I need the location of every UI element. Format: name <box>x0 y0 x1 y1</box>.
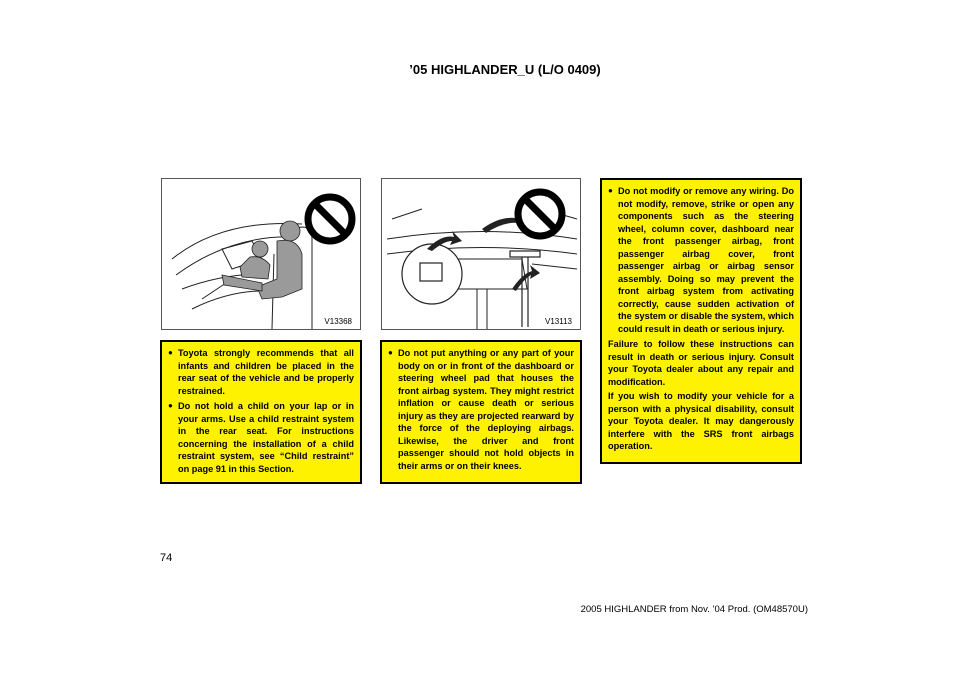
figure-dashboard <box>381 178 581 330</box>
warning-box-modification <box>600 178 802 464</box>
bullet-item <box>168 400 354 475</box>
page-header: ’05 HIGHLANDER_U (L/O 0409) <box>409 62 601 77</box>
bullet-text: Toyota strongly recommends that all infants and children be placed in the rear seat of the vehicle and be properly restrained. <box>178 348 354 396</box>
bullet-item <box>388 347 574 472</box>
warning-paragraph: If you wish to modify your vehicle for a person with a physical disability, consult your Toyota dealer. It may dangerously interfere with the SRS front airbags operation. <box>608 391 794 451</box>
bullet-text: Do not put anything or any part of your body on or in front of the dashboard or steering wheel pad that houses the front airbag system. They might restrict inflation or cause death or serious injury as they are projected rearward by the force of the deploying airbags. Likewise, the driver and front passenger should not hold objects in their arms or on their knees. <box>398 348 574 471</box>
bullet-text: Do not hold a child on your lap or in your arms. Use a child restraint system in the rear seat. For instructions concerning the installation of a child restraint system, see “Child restraint” on page 91 in this Section. <box>178 401 354 474</box>
bullet-icon: ● <box>608 186 613 195</box>
warning-paragraph: Failure to follow these instructions can result in death or serious injury. Consult your Toyota dealer about any repair and modification. <box>608 339 794 387</box>
bullet-icon: ● <box>388 348 393 357</box>
page-number: 74 <box>160 552 173 564</box>
prohibited-icon <box>518 192 562 236</box>
bullet-item <box>608 185 794 335</box>
bullet-icon: ● <box>168 348 173 357</box>
bullet-item <box>168 347 354 397</box>
dashboard-illustration <box>382 179 581 330</box>
bullet-icon: ● <box>168 401 173 410</box>
figure-code: V13113 <box>545 317 572 326</box>
warning-box-child-seating <box>160 340 362 484</box>
prohibited-icon <box>308 197 352 241</box>
warning-box-dashboard <box>380 340 582 484</box>
child-on-lap-illustration <box>162 179 361 330</box>
page-footer: 2005 HIGHLANDER from Nov. ’04 Prod. (OM48570U) <box>580 604 808 615</box>
bullet-text: Do not modify or remove any wiring. Do not modify, remove, strike or open any components such as the steering wheel, column cover, dashboard near the front passenger airbag, front passenger airbag cover, front passenger airbag or airbag sensor assembly. Doing so may prevent the front airbag system from activating correctly, cause sudden activation of the system or disable the system, which could result in death or serious injury. <box>618 186 794 334</box>
figure-child-on-lap <box>161 178 361 330</box>
figure-code: V13368 <box>324 317 352 326</box>
